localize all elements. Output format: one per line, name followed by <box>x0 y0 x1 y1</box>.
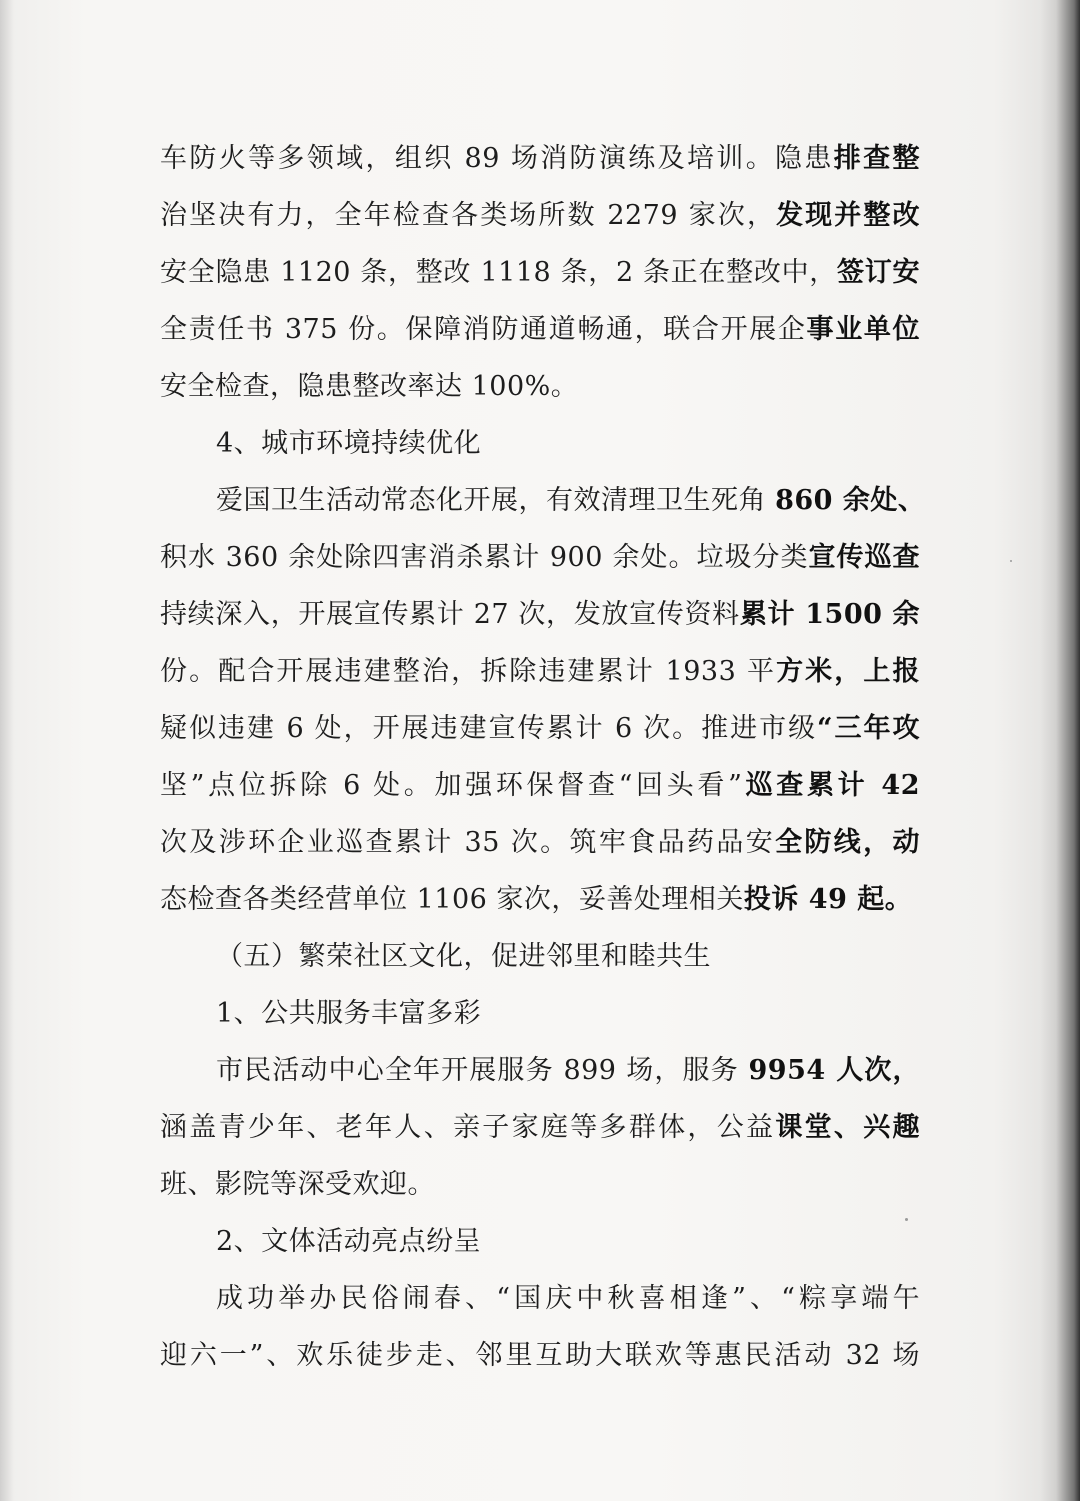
text-segment: 疑似违建 6 处，开展违建宣传累计 6 次。推进市级 <box>160 713 818 744</box>
paragraph-line <box>160 1099 920 1156</box>
text-segment: 班、影院等深受欢迎。 <box>160 1169 435 1200</box>
text-segment: 持续深入，开展宣传累计 27 次，发放宣传资料 <box>160 599 740 630</box>
text-segment: 迎六一”、欢乐徒步走、邻里互助大联欢等惠民活动 32 场 <box>160 1340 920 1371</box>
text-segment: 涵盖青少年、老年人、亲子家庭等多群体，公益 <box>160 1112 776 1143</box>
bold-text-segment: “三年攻 <box>817 713 920 744</box>
bold-text-segment: 课堂、兴趣 <box>775 1112 921 1143</box>
section-heading <box>160 928 920 985</box>
text-segment: 份。配合开展违建整治，拆除违建累计 1933 平 <box>160 656 777 687</box>
text-segment: 坚”点位拆除 6 处。加强环保督查“回头看” <box>160 770 743 801</box>
paragraph-line <box>160 871 920 928</box>
paragraph-line <box>160 814 920 871</box>
bold-text-segment: 投诉 49 起。 <box>743 884 913 915</box>
paragraph-line <box>160 643 920 700</box>
section-heading <box>160 415 920 472</box>
text-segment: 4、城市环境持续优化 <box>216 428 482 459</box>
paragraph-line <box>160 586 920 643</box>
paragraph-line <box>160 1327 920 1384</box>
bold-text-segment: 排查整 <box>833 143 920 174</box>
paper-speck <box>1010 560 1012 562</box>
bold-text-segment: 事业单位 <box>806 314 921 345</box>
paragraph-line <box>160 358 920 415</box>
bold-text-segment: 宣传巡查 <box>808 542 920 573</box>
paragraph-line <box>160 700 920 757</box>
text-segment: 次及涉环企业巡查累计 35 次。筑牢食品药品安 <box>160 827 776 858</box>
text-segment: 全责任书 375 份。保障消防通道畅通，联合开展企 <box>160 314 807 345</box>
section-heading <box>160 1213 920 1270</box>
bold-text-segment: 9954 人次， <box>748 1055 920 1086</box>
document-body <box>160 130 926 1384</box>
page-left-shadow <box>0 0 14 1501</box>
paragraph-line <box>160 1042 920 1099</box>
section-heading <box>160 985 920 1042</box>
text-segment: 车防火等多领域，组织 89 场消防演练及培训。隐患 <box>160 143 834 174</box>
text-segment: 积水 360 余处除四害消杀累计 900 余处。垃圾分类 <box>160 542 809 573</box>
paragraph-line <box>160 472 926 529</box>
page-right-shadow <box>1040 0 1080 1501</box>
paragraph-line <box>160 757 920 814</box>
text-segment: 1、公共服务丰富多彩 <box>216 998 482 1029</box>
bold-text-segment: 签订安 <box>837 257 920 288</box>
text-segment: （五）繁荣社区文化，促进邻里和睦共生 <box>216 941 711 972</box>
bold-text-segment: 巡查累计 42 <box>742 770 920 801</box>
paragraph-line <box>160 187 920 244</box>
text-segment: 安全隐患 1120 条，整改 1118 条，2 条正在整改中， <box>160 257 838 288</box>
text-segment: 成功举办民俗闹春、“国庆中秋喜相逢”、“粽享端午 <box>216 1283 920 1314</box>
paragraph-line <box>160 130 920 187</box>
text-segment: 2、文体活动亮点纷呈 <box>216 1226 482 1257</box>
bold-text-segment: 累计 1500 余 <box>739 599 920 630</box>
paragraph-line <box>160 244 920 301</box>
text-segment: 市民活动中心全年开展服务 899 场，服务 <box>216 1055 749 1086</box>
text-segment: 治坚决有力，全年检查各类场所数 2279 家次， <box>160 200 777 231</box>
bold-text-segment: 发现并整改 <box>776 200 920 231</box>
paragraph-line <box>160 301 920 358</box>
bold-text-segment: 方米，上报 <box>776 656 920 687</box>
bold-text-segment: 860 余处、 <box>775 485 926 516</box>
text-segment: 安全检查，隐患整改率达 100%。 <box>160 371 579 402</box>
text-segment: 态检查各类经营单位 1106 家次，妥善处理相关 <box>160 884 744 915</box>
paragraph-line <box>160 529 920 586</box>
paragraph-line <box>160 1270 920 1327</box>
text-segment: 爱国卫生活动常态化开展，有效清理卫生死角 <box>216 485 776 516</box>
bold-text-segment: 全防线，动 <box>775 827 920 858</box>
paragraph-line <box>160 1156 920 1213</box>
